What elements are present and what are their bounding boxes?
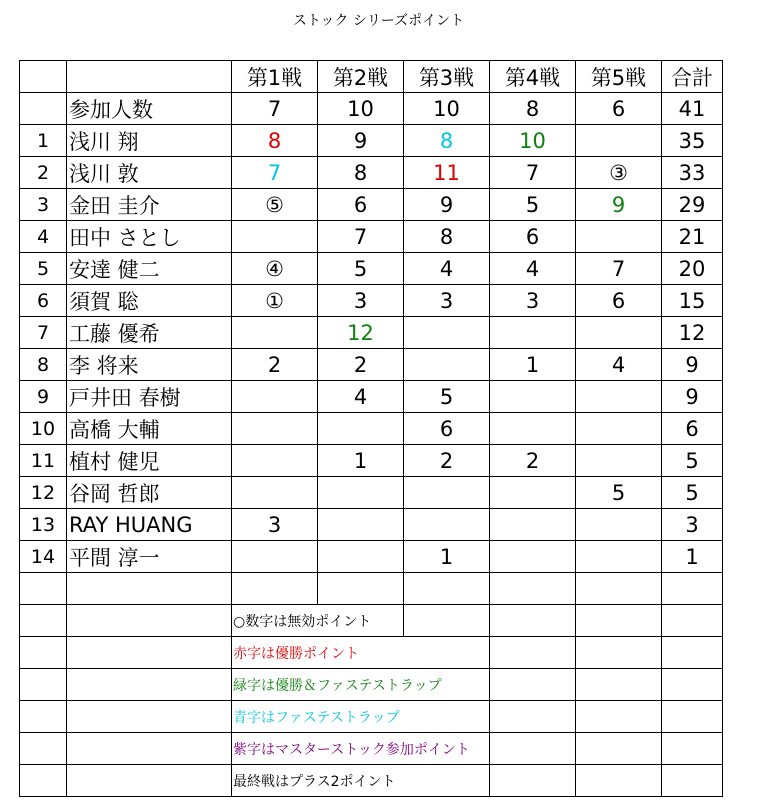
- name-cell: 工藤 優希: [67, 317, 232, 349]
- points-cell: 6: [318, 189, 404, 221]
- table-row: [20, 189, 723, 221]
- note-blank-cell: [490, 765, 576, 797]
- table-row: [20, 125, 723, 157]
- note-row: [20, 605, 723, 637]
- table-row: [20, 541, 723, 573]
- points-cell: 20: [662, 253, 723, 285]
- name-cell: 植村 健児: [67, 445, 232, 477]
- rank-cell: 11: [20, 445, 67, 477]
- points-cell: 3: [490, 285, 576, 317]
- blank-row: [20, 573, 723, 605]
- points-cell: 9: [404, 189, 490, 221]
- note-blank-cell: [662, 765, 723, 797]
- participants-rank-cell: [20, 93, 67, 125]
- note-blank-cell: [67, 605, 232, 637]
- table-row: [20, 221, 723, 253]
- note-blank-cell: [490, 669, 576, 701]
- table-row: [20, 381, 723, 413]
- blank-cell: [490, 573, 576, 605]
- points-cell: [232, 541, 318, 573]
- points-cell: 2: [318, 349, 404, 381]
- points-cell: 4: [318, 381, 404, 413]
- rank-cell: 10: [20, 413, 67, 445]
- note-blank-cell: [20, 733, 67, 765]
- points-cell: [404, 349, 490, 381]
- points-cell: 11: [404, 157, 490, 189]
- points-cell: 8: [404, 221, 490, 253]
- points-cell: [232, 381, 318, 413]
- points-cell: 7: [318, 221, 404, 253]
- rank-cell: 12: [20, 477, 67, 509]
- note-blank-cell: [662, 701, 723, 733]
- name-cell: 浅川 翔: [67, 125, 232, 157]
- points-cell: 9: [662, 349, 723, 381]
- points-cell: [318, 509, 404, 541]
- blank-cell: [576, 573, 662, 605]
- points-cell: 2: [490, 445, 576, 477]
- note-blank-cell: [576, 733, 662, 765]
- points-cell: [576, 317, 662, 349]
- participants-count: 41: [662, 93, 723, 125]
- name-cell: 田中 さとし: [67, 221, 232, 253]
- participants-count: 10: [404, 93, 490, 125]
- points-cell: [576, 509, 662, 541]
- points-cell: 5: [662, 477, 723, 509]
- points-cell: 12: [662, 317, 723, 349]
- points-cell: 4: [490, 253, 576, 285]
- table-row: [20, 477, 723, 509]
- points-cell: 6: [490, 221, 576, 253]
- points-cell: 6: [576, 285, 662, 317]
- name-cell: 須賀 聡: [67, 285, 232, 317]
- participants-count: 8: [490, 93, 576, 125]
- note-blank-cell: [20, 701, 67, 733]
- points-cell: [232, 413, 318, 445]
- points-cell: [490, 477, 576, 509]
- name-cell: 浅川 敦: [67, 157, 232, 189]
- name-cell: 金田 圭介: [67, 189, 232, 221]
- blank-cell: [404, 573, 490, 605]
- points-cell: [232, 477, 318, 509]
- column-header: 第3戦: [404, 61, 490, 93]
- note-blank-cell: [576, 765, 662, 797]
- points-cell: [490, 509, 576, 541]
- points-cell: [404, 509, 490, 541]
- points-cell: ⑤: [232, 189, 318, 221]
- points-cell: [576, 221, 662, 253]
- points-cell: 9: [318, 125, 404, 157]
- note-blank-cell: [20, 637, 67, 669]
- note-row: [20, 669, 723, 701]
- rank-cell: 5: [20, 253, 67, 285]
- note-blank-cell: [67, 765, 232, 797]
- table-row: [20, 285, 723, 317]
- note-blank-cell: [67, 669, 232, 701]
- note-row: [20, 637, 723, 669]
- points-cell: 12: [318, 317, 404, 349]
- points-cell: [404, 477, 490, 509]
- table-row: [20, 413, 723, 445]
- rank-cell: 7: [20, 317, 67, 349]
- rank-cell: 3: [20, 189, 67, 221]
- points-cell: [490, 541, 576, 573]
- points-cell: ④: [232, 253, 318, 285]
- rank-cell: 6: [20, 285, 67, 317]
- points-cell: 7: [490, 157, 576, 189]
- points-cell: [490, 413, 576, 445]
- note-blank-cell: [67, 701, 232, 733]
- points-cell: 1: [662, 541, 723, 573]
- note-blank-cell: [490, 637, 576, 669]
- column-header: 第4戦: [490, 61, 576, 93]
- column-header: 合計: [662, 61, 723, 93]
- table-row: [20, 253, 723, 285]
- note-blank-cell: [662, 605, 723, 637]
- note-blank-cell: [67, 637, 232, 669]
- points-cell: 3: [662, 509, 723, 541]
- points-cell: [490, 317, 576, 349]
- points-cell: 7: [232, 157, 318, 189]
- note-blank-cell: [20, 765, 67, 797]
- legend-note: 緑字は優勝＆ファステストラップ: [232, 669, 490, 701]
- points-cell: [318, 477, 404, 509]
- points-cell: 4: [404, 253, 490, 285]
- note-blank-cell: [576, 605, 662, 637]
- header-rank-cell: [20, 61, 67, 93]
- points-cell: ③: [576, 157, 662, 189]
- points-cell: 4: [576, 349, 662, 381]
- participants-row: [20, 93, 723, 125]
- points-cell: 33: [662, 157, 723, 189]
- points-cell: 1: [404, 541, 490, 573]
- table-row: [20, 349, 723, 381]
- note-blank-cell: [576, 701, 662, 733]
- points-cell: 7: [576, 253, 662, 285]
- points-cell: 9: [576, 189, 662, 221]
- points-cell: 21: [662, 221, 723, 253]
- table-row: [20, 157, 723, 189]
- blank-cell: [20, 573, 67, 605]
- points-cell: 5: [490, 189, 576, 221]
- table-row: [20, 445, 723, 477]
- rank-cell: 2: [20, 157, 67, 189]
- participants-count: 6: [576, 93, 662, 125]
- header-name-cell: [67, 61, 232, 93]
- points-cell: 2: [404, 445, 490, 477]
- legend-note: 青字はファステストラップ: [232, 701, 490, 733]
- points-cell: 8: [318, 157, 404, 189]
- blank-cell: [662, 573, 723, 605]
- points-cell: [576, 125, 662, 157]
- blank-cell: [67, 573, 232, 605]
- points-cell: [576, 445, 662, 477]
- points-cell: 15: [662, 285, 723, 317]
- note-row: [20, 733, 723, 765]
- points-cell: 6: [662, 413, 723, 445]
- points-cell: ①: [232, 285, 318, 317]
- note-blank-cell: [490, 733, 576, 765]
- points-cell: 9: [662, 381, 723, 413]
- points-cell: 2: [232, 349, 318, 381]
- points-cell: [232, 221, 318, 253]
- points-cell: 5: [318, 253, 404, 285]
- table-row: [20, 317, 723, 349]
- name-cell: 李 将来: [67, 349, 232, 381]
- points-cell: 1: [318, 445, 404, 477]
- points-cell: [318, 413, 404, 445]
- rank-cell: 13: [20, 509, 67, 541]
- note-row: [20, 701, 723, 733]
- name-cell: 谷岡 哲郎: [67, 477, 232, 509]
- rank-cell: 4: [20, 221, 67, 253]
- legend-note: 赤字は優勝ポイント: [232, 637, 490, 669]
- column-header: 第1戦: [232, 61, 318, 93]
- points-table: [19, 60, 723, 797]
- points-cell: 35: [662, 125, 723, 157]
- points-cell: [232, 317, 318, 349]
- name-cell: RAY HUANG: [67, 509, 232, 541]
- table-row: [20, 509, 723, 541]
- name-cell: 平間 淳一: [67, 541, 232, 573]
- points-cell: [576, 413, 662, 445]
- note-blank-cell: [20, 605, 67, 637]
- column-header: 第5戦: [576, 61, 662, 93]
- note-blank-cell: [576, 669, 662, 701]
- note-blank-cell: [662, 733, 723, 765]
- points-cell: 6: [404, 413, 490, 445]
- points-cell: 3: [404, 285, 490, 317]
- note-blank-cell: [662, 669, 723, 701]
- note-blank-cell: [67, 733, 232, 765]
- points-cell: [318, 541, 404, 573]
- points-cell: 5: [662, 445, 723, 477]
- rank-cell: 1: [20, 125, 67, 157]
- blank-cell: [318, 573, 404, 605]
- legend-note: 紫字はマスターストック参加ポイント: [232, 733, 490, 765]
- rank-cell: 9: [20, 381, 67, 413]
- note-blank-cell: [490, 701, 576, 733]
- note-blank-cell: [490, 605, 576, 637]
- rank-cell: 8: [20, 349, 67, 381]
- points-cell: 10: [490, 125, 576, 157]
- participants-label: 参加人数: [67, 93, 232, 125]
- points-cell: [576, 381, 662, 413]
- note-blank-cell: [662, 637, 723, 669]
- note-blank-cell: [20, 669, 67, 701]
- rank-cell: 14: [20, 541, 67, 573]
- name-cell: 戸井田 春樹: [67, 381, 232, 413]
- points-cell: 5: [576, 477, 662, 509]
- points-cell: [490, 381, 576, 413]
- legend-note: ○数字は無効ポイント: [232, 605, 404, 637]
- name-cell: 安達 健二: [67, 253, 232, 285]
- points-cell: 8: [232, 125, 318, 157]
- legend-note: 最終戦はプラス2ポイント: [232, 765, 490, 797]
- note-row: [20, 765, 723, 797]
- header-row: [20, 61, 723, 93]
- note-blank-cell: [404, 605, 490, 637]
- points-cell: 1: [490, 349, 576, 381]
- points-cell: 8: [404, 125, 490, 157]
- name-cell: 高橋 大輔: [67, 413, 232, 445]
- points-cell: [232, 445, 318, 477]
- blank-cell: [232, 573, 318, 605]
- points-cell: 29: [662, 189, 723, 221]
- participants-count: 7: [232, 93, 318, 125]
- participants-count: 10: [318, 93, 404, 125]
- column-header: 第2戦: [318, 61, 404, 93]
- points-cell: [404, 317, 490, 349]
- points-cell: 5: [404, 381, 490, 413]
- note-blank-cell: [576, 637, 662, 669]
- points-cell: 3: [318, 285, 404, 317]
- page-title: ストック シリーズポイント: [292, 13, 465, 29]
- points-cell: [576, 541, 662, 573]
- points-cell: 3: [232, 509, 318, 541]
